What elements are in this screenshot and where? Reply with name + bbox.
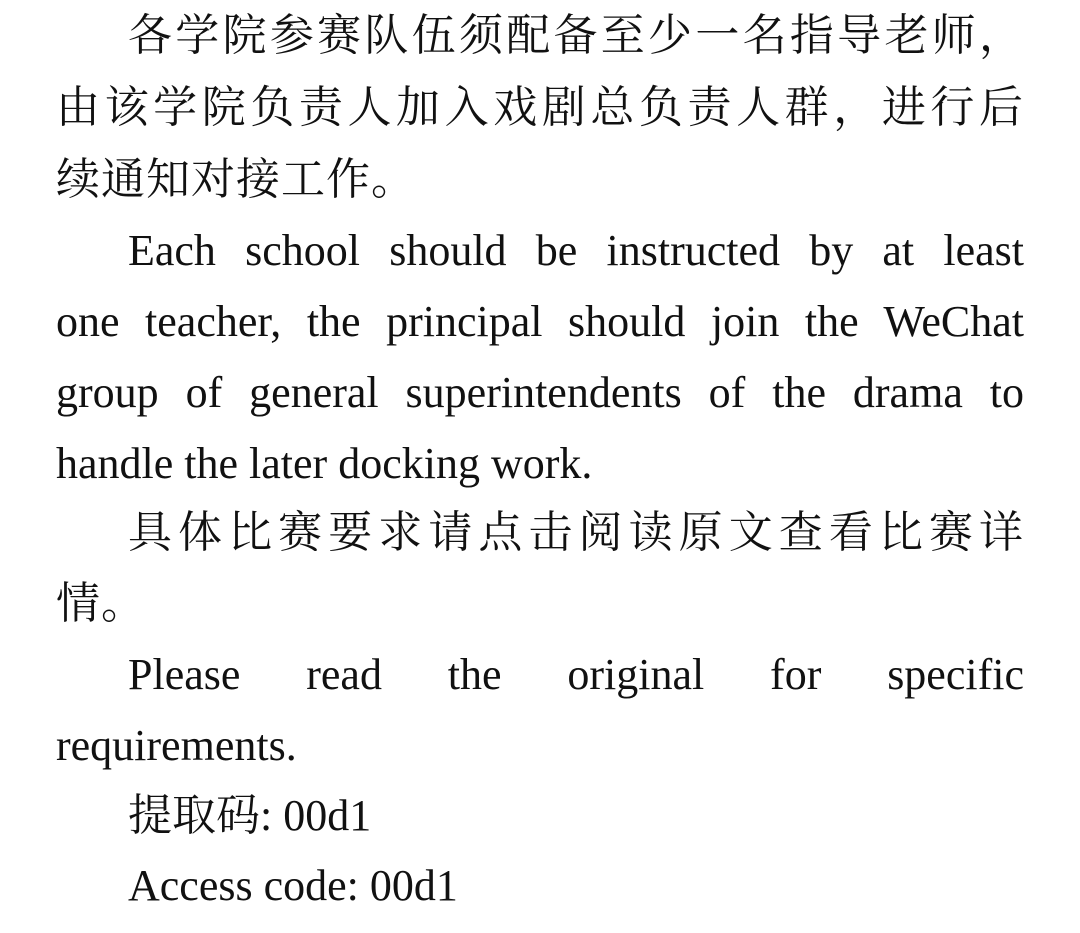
access-code-zh-value: : 00d1	[260, 791, 372, 840]
en-details-line-1: Please read the original for specific	[128, 650, 1024, 699]
zh-team-line-1: 各学院参赛队伍须配备至少一名指导老师，	[128, 10, 1024, 61]
access-code-zh-label: 提取码	[128, 790, 260, 841]
en-details-line-2: requirements.	[56, 721, 297, 770]
access-code-zh	[56, 786, 1024, 856]
zh-team-line-3: 续通知对接工作。	[56, 154, 416, 205]
en-team-line-4: handle the later docking work.	[56, 439, 593, 488]
en-team-line-3: group of general superintendents of the drama to	[56, 368, 1024, 417]
zh-team-line-2: 由该学院负责人加入戏剧总负责人群，进行后	[56, 82, 1024, 133]
zh-details-line-1: 具体比赛要求请点击阅读原文查看比赛详	[128, 507, 1024, 558]
en-team-line-1: Each school should be instructed by at least	[128, 226, 1024, 275]
access-code-en: Access code: 00d1	[128, 861, 458, 910]
zh-details-line-2: 情。	[56, 578, 146, 629]
document-page	[56, 0, 1024, 933]
en-team-line-2: one teacher, the principal should join the WeChat	[56, 297, 1024, 346]
